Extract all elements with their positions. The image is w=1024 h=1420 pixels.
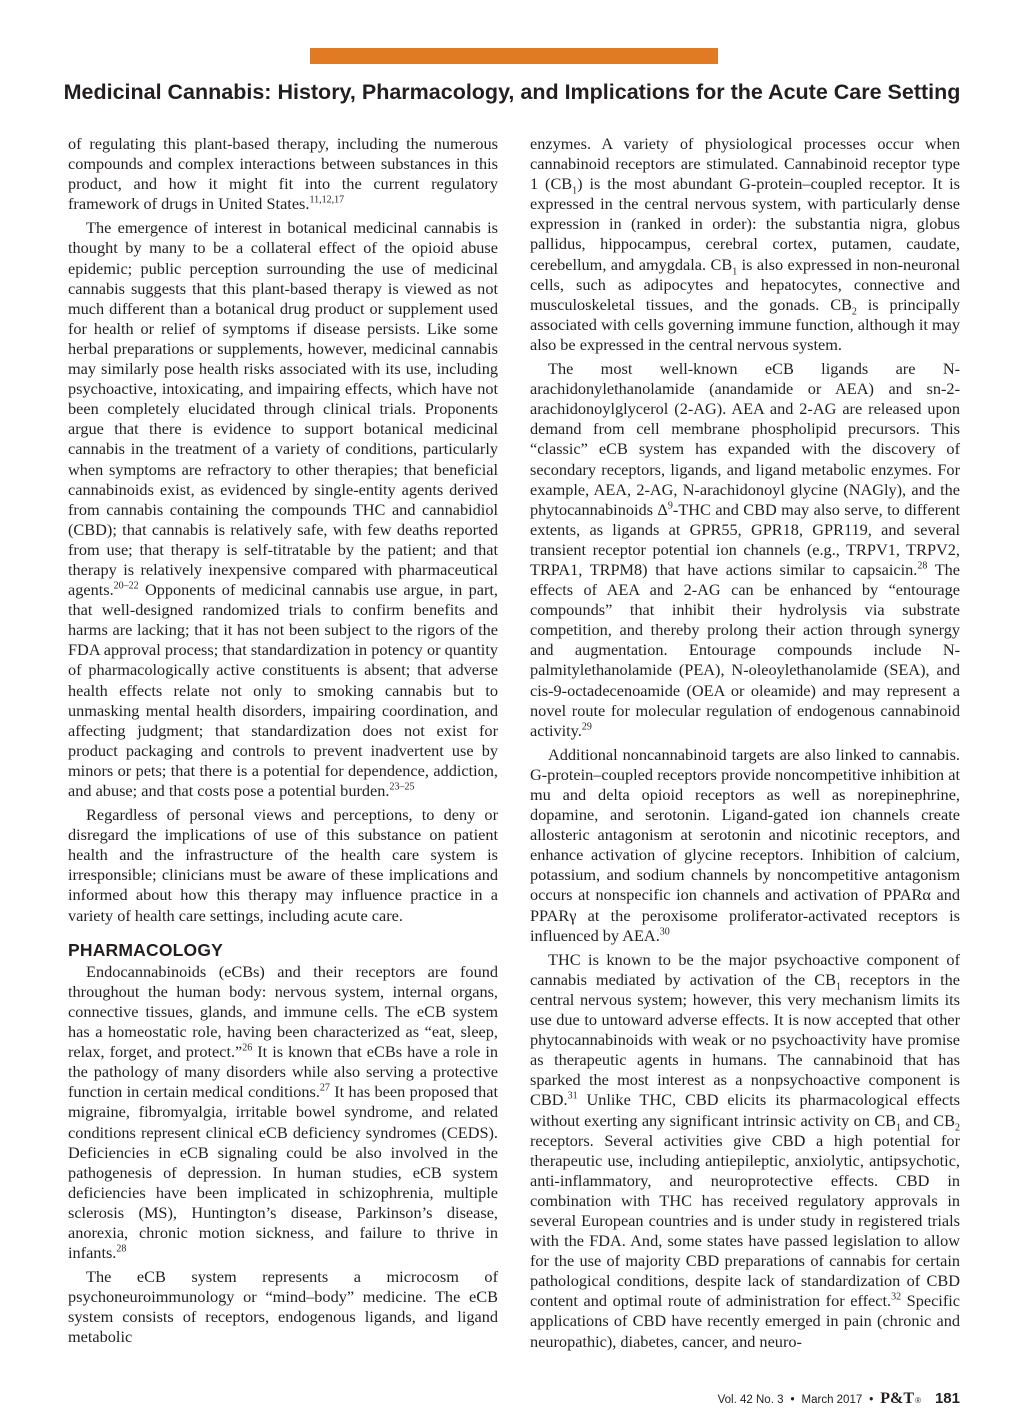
bullet-separator: • bbox=[790, 1394, 795, 1406]
citation-ref: 31 bbox=[567, 1090, 578, 1102]
paragraph: Endocannabinoids (eCBs) and their receptors are found throughout the human body: nervous system, internal organs, connective tissues, glands, and immune cells. The eCB system has a homeostatic role, having been characterized as “eat, sleep, relax, forget, and protect.”$^{26}$ It is known that eCBs have a role in the pathology of many disorders while also serving a protective function in certain medical conditions.$^{27}$ It has been proposed that migraine, fibromyalgia, irritable bowel syndrome, and related conditions represent clinical eCB deficiency syndromes (CEDS). Deficiencies in eCB signaling could be also involved in the pathogenesis of depression. In human studies, eCB system deficiencies have been implicated in schizophrenia, multiple sclerosis (MS), Huntington’s disease, Parkinson’s disease, anorexia, chronic motion sickness, and failure to thrive in infants.$^{28}$ bbox=[68, 961, 498, 1263]
citation-ref: 29 bbox=[581, 721, 592, 733]
citation-ref: 30 bbox=[659, 926, 670, 938]
page-footer bbox=[718, 1390, 960, 1408]
citation-ref: 20–22 bbox=[113, 580, 139, 592]
paragraph: The eCB system represents a microcosm of psychoneuroimmunology or “mind–body” medicine. The eCB system consists of receptors, endogenous ligands, and ligand metabolic bbox=[68, 1267, 498, 1347]
issue-date: March 2017 bbox=[801, 1394, 863, 1406]
page-number: 181 bbox=[934, 1390, 960, 1407]
citation-ref: 32 bbox=[891, 1291, 902, 1303]
volume-issue: Vol. 42 No. 3 bbox=[717, 1394, 784, 1406]
paragraph: The emergence of interest in botanical medicinal cannabis is thought by many to be a collateral effect of the opioid abuse epidemic; public perception surrounding the use of medicinal cannabis suggests that this plant-based therapy is viewed as not much different than a botanical drug product or supplement used for health or relief of symptoms if disease persists. Like some herbal preparations or supplements, however, medicinal cannabis may similarly pose health risks associated with its use, including psychoactive, intoxicating, and impairing effects, which have not been completely elucidated through clinical trials. Proponents argue that there is evidence to support botanical medicinal cannabis in the treatment of a variety of conditions, particularly when symptoms are refractory to other therapies; that beneficial cannabinoids exist, as evidenced by single-entity agents derived from cannabis containing the compounds THC and cannabidiol (CBD); that cannabis is relatively safe, with few deaths reported from use; that therapy is self-titratable by the patient; and that therapy is relatively inexpensive compared with pharmaceutical agents.$^{20-22}$ Opponents of medicinal cannabis use argue, in part, that well-designed randomized trials to confirm benefits and harms are lacking; that it has not been subject to the rigors of the FDA approval process; that standardization in potency or quantity of pharmacologically active constituents is absent; that adverse health effects relate not only to smoking cannabis but to unmasking mental health disorders, impairing coordination, and affecting judgment; that standardization does not exist for product packaging and controls to prevent inadvertent use by minors or pets; that there is a potential for dependence, addiction, and abuse; and that costs pose a potential burden.$^{23-25}$ bbox=[68, 218, 498, 800]
left-column bbox=[68, 134, 498, 1352]
header-accent-bar bbox=[310, 48, 718, 64]
journal-name: P&T bbox=[880, 1390, 915, 1407]
citation-ref: 28 bbox=[917, 560, 928, 572]
citation-ref: 11,12,17 bbox=[309, 194, 345, 206]
paragraph: of regulating this plant-based therapy, including the numerous compounds and complex interactions between substances in this product, and how it might fit into the current regulatory framework of drugs in United States.$^{11,12,17}$ bbox=[68, 134, 498, 214]
paragraph: Regardless of personal views and perceptions, to deny or disregard the implications of use of this substance on patient health and the infrastructure of the health care system is irresponsible; clinicians must be aware of these implications and informed about how this therapy may influence practice in a variety of health care settings, including acute care. bbox=[68, 805, 498, 925]
citation-ref: 26 bbox=[242, 1042, 253, 1054]
paragraph: The most well-known eCB ligands are N-arachidonylethanolamide (anandamide or AEA) and sn-2-arachidonoylglycerol (2-AG). AEA and 2-AG are released upon demand from cell membrane phospholipid precursors. This “classic” eCB system has expanded with the discovery of secondary receptors, ligands, and ligand metabolic enzymes. For example, AEA, 2-AG, N-arachidonoyl glycine (NAGly), and the phytocannabinoids $\Delta^9$-THC and CBD may also serve, to different extents, as ligands at GPR55, GPR18, GPR119, and several transient receptor potential ion channels (e.g., TRPV1, TRPV2, TRPA1, TRPM8) that have actions similar to capsaicin.$^{28}$ The effects of AEA and 2-AG can be enhanced by “entourage compounds” that inhibit their hydrolysis via substrate competition, and thereby prolong their action through synergy and augmentation. Entourage compounds include N-palmitylethanolamide (PEA), N-oleoylethanolamide (SEA), and cis-9-octadecenoamide (OEA or oleamide) and may represent a novel route for molecular regulation of endogenous cannabinoid activity.$^{29}$ bbox=[530, 359, 961, 740]
citation-ref: 27 bbox=[319, 1082, 330, 1094]
citation-ref: 28 bbox=[116, 1243, 127, 1255]
paragraph: enzymes. A variety of physiological processes occur when cannabinoid receptors are stimulated. Cannabinoid receptor type 1 $(CB_1)$ is the most abundant G-protein–coupled receptor. It is expressed in the central nervous system, with particularly dense expression in (ranked in order): the substantia nigra, globus pallidus, hippocampus, cerebral cortex, putamen, caudate, cerebellum, and amygdala. $CB_1$ is also expressed in non-neuronal cells, such as adipocytes and hepatocytes, connective and musculoskeletal tissues, and the gonads. $CB_2$ is principally associated with cells governing immune function, although it may also be expressed in the central nervous system. bbox=[530, 134, 961, 354]
citation-ref: 23–25 bbox=[389, 781, 415, 793]
registered-mark: ® bbox=[915, 1396, 921, 1405]
bullet-separator: • bbox=[869, 1394, 874, 1406]
right-column bbox=[530, 134, 960, 1356]
paragraph: Additional noncannabinoid targets are also linked to cannabis. G-protein–coupled receptors provide noncompetitive inhibition at mu and delta opioid receptors as well as norepinephrine, dopamine, and serotonin. Ligand-gated ion channels create allosteric antagonism at serotonin and nicotinic receptors, and enhance activation of glycine receptors. Inhibition of calcium, potassium, and sodium channels by noncompetitive antagonism occurs at nonspecific ion channels and activation of PPARα and PPARγ at the peroxisome proliferator-activated receptors is influenced by AEA.$^{30}$ bbox=[530, 744, 960, 945]
running-title: Medicinal Cannabis: History, Pharmacology, and Implications for the Acute Care Setting bbox=[63, 80, 961, 104]
section-heading: PHARMACOLOGY bbox=[68, 939, 224, 960]
paragraph: THC is known to be the major psychoactive component of cannabis mediated by activation of the $CB_1$ receptors in the central nervous system; however, this very mechanism limits its use due to untoward adverse effects. It is now accepted that other phytocannabinoids with weak or no psychoactivity have promise as therapeutic agents in humans. The cannabinoid that has sparked the most interest as a nonpsychoactive component is CBD.$^{31}$ Unlike THC, CBD elicits its pharmacological effects without exerting any significant intrinsic activity on $CB_1$ and $CB_2$ receptors. Several activities give CBD a high potential for therapeutic use, including antiepileptic, anxiolytic, antipsychotic, anti-inflammatory, and neuroprotective effects. CBD in combination with THC has received regulatory approvals in several European countries and is under study in registered trials with the FDA. And, some states have passed legislation to allow for the use of majority CBD preparations of cannabis for certain pathological conditions, despite lack of standardization of CBD content and optimal route of administration for effect.$^{32}$ Specific applications of CBD have recently emerged in pain (chronic and neuropathic), diabetes, cancer, and neuro- bbox=[530, 949, 961, 1351]
